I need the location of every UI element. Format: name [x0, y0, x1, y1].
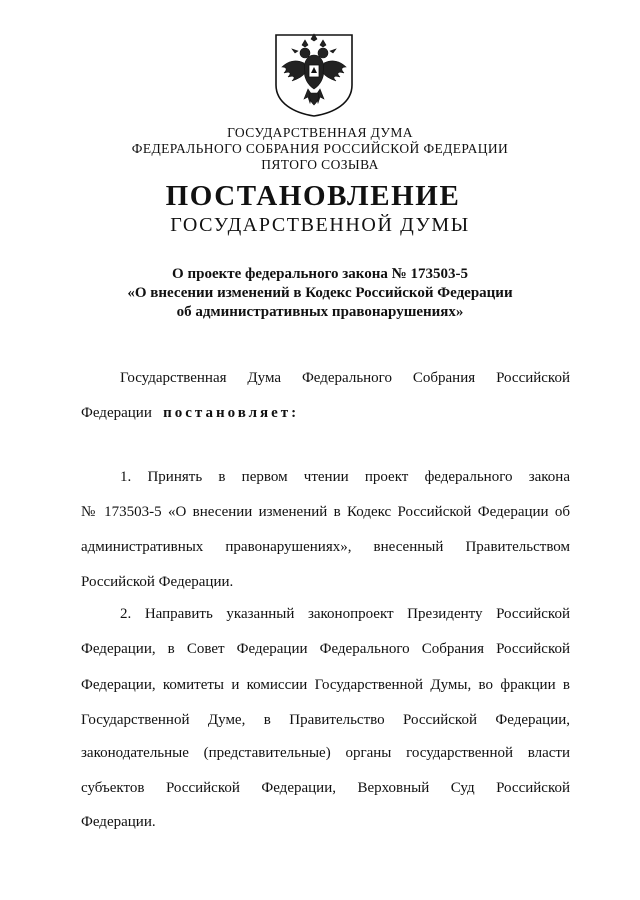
item1-line-4: Российской Федерации.	[81, 574, 234, 590]
item2-line-4: Государственной Думе, в Правительство Российской Федерации,	[81, 712, 570, 728]
preamble-text: Федерации	[81, 405, 152, 421]
subject-line-2: «О внесении изменений в Кодекс Российской Федерации	[127, 285, 513, 301]
document-title: ПОСТАНОВЛЕНИЕ	[165, 180, 461, 212]
header-line-convocation: ПЯТОГО СОЗЫВА	[261, 157, 379, 172]
header-line-duma: ГОСУДАРСТВЕННАЯ ДУМА	[227, 125, 413, 140]
item2-line-1: 2. Направить указанный законопроект Президенту Российской	[120, 606, 570, 622]
item2-line-2: Федерации, в Совет Федерации Федерального Собрания Российской	[81, 641, 570, 657]
header-line-federal-assembly: ФЕДЕРАЛЬНОГО СОБРАНИЯ РОССИЙСКОЙ ФЕДЕРАЦИИ	[131, 141, 509, 156]
item1-line-1: 1. Принять в первом чтении проект федерального закона	[120, 469, 570, 485]
item2-line-5: законодательные (представительные) органы государственной власти	[81, 745, 570, 761]
preamble-verb: постановляет:	[163, 405, 300, 421]
item1-line-2: № 173503-5 «О внесении изменений в Кодекс Российской Федерации об	[81, 504, 570, 520]
subject-line-1: О проекте федерального закона № 173503-5	[172, 266, 468, 282]
document-subtitle: ГОСУДАРСТВЕННОЙ ДУМЫ	[170, 214, 470, 236]
item2-line-7: Федерации.	[81, 814, 156, 830]
preamble-line-2	[81, 405, 570, 422]
item2-line-6: субъектов Российской Федерации, Верховный Суд Российской	[81, 780, 570, 796]
preamble-line-1: Государственная Дума Федерального Собрания Российской	[120, 370, 570, 386]
coat-of-arms-emblem	[274, 33, 354, 117]
item1-line-3: административных правонарушениях», внесенный Правительством	[81, 539, 570, 555]
item2-line-3: Федерации, комитеты и комиссии Государственной Думы, во фракции в	[81, 677, 570, 693]
subject-line-3: об административных правонарушениях»	[176, 304, 464, 320]
